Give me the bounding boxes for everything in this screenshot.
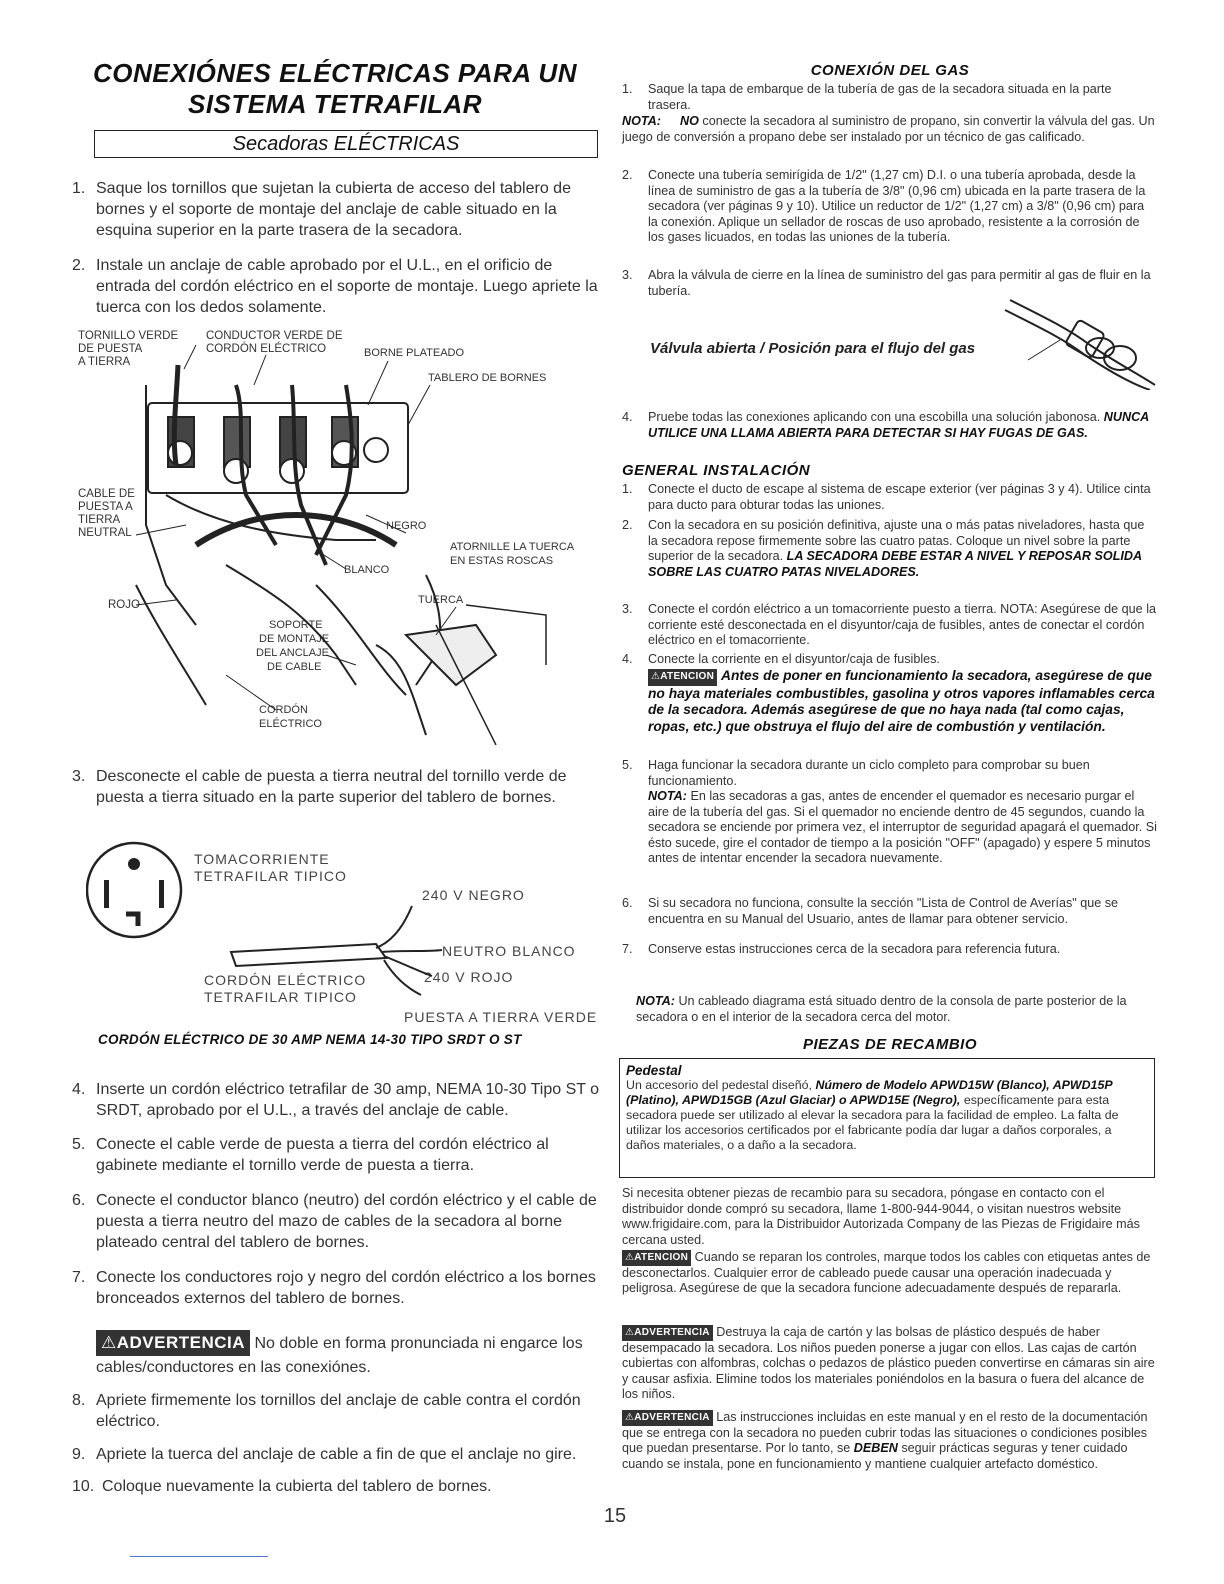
atencion-block: ⚠ATENCION Antes de poner en funcionamiento la secadora, asegúrese de que no haya materiales combustibles, gasolina y otros vapores inflamables cerca de la secadora. Además asegúrese de que no haya nada (tal como cajas, ropas, etc.) que obstruya el flujo del aire de combustión y ventilación. bbox=[648, 668, 1155, 734]
piezas-heading: PIEZAS DE RECAMBIO bbox=[802, 1036, 977, 1053]
label-blanco: BLANCO bbox=[344, 564, 390, 576]
label-negro: NEGRO bbox=[386, 520, 427, 532]
list-item: 1. Conecte el ducto de escape al sistema de escape exterior (ver páginas 3 y 4). Utilice cinta para ducto para obturar todas las uniones. bbox=[622, 482, 1151, 512]
warning-text: No doble en forma pronunciada ni engarce los cables/conductores en las conexiónes. bbox=[96, 1335, 583, 1376]
advertencia-badge: ⚠ADVERTENCIA bbox=[622, 1325, 713, 1341]
label-tornillo-3: A TIERRA bbox=[78, 356, 131, 368]
page-number: 15 bbox=[603, 1505, 627, 1527]
label-240v-negro: 240 V NEGRO bbox=[422, 887, 525, 903]
list-item: 1. Saque los tornillos que sujetan la cubierta de acceso del tablero de bornes y el soporte de montaje del anclaje de cable situado en la esquina superior en la parte trasera de la secadora. bbox=[72, 180, 571, 239]
pedestal-box: Pedestal Un accesorio del pedestal diseñó, Número de Modelo APWD15W (Blanco), APWD15P (Platino), APWD15GB (Azul Glaciar) o APWD15E (Negro), específicamente para esta secadora puede ser utilizado al elevar la secadora para la facilidad de empleo. La falta de utilizar los accesorios certificados por el fabricante podía dar lugar a daños corporales, a daños materiales, o a daño a la secadora. bbox=[619, 1058, 1155, 1178]
label-conductor-2: CORDÓN ELÉCTRICO bbox=[206, 343, 327, 355]
label-tablero: TABLERO DE BORNES bbox=[428, 372, 547, 384]
warning-badge: ⚠ADVERTENCIA bbox=[96, 1330, 250, 1356]
list-item: 6. Conecte el conductor blanco (neutro) del cordón eléctrico y el cable de puesta a tierra neutro del mazo de cables de la secadora al borne plateado central del tablero de bornes. bbox=[72, 1192, 597, 1251]
list-item: 4. Pruebe todas las conexiones aplicando con una escobilla una solución jabonosa. NUNCA UTILICE UNA LLAMA ABIERTA PARA DETECTAR SI HAY FUGAS DE GAS. bbox=[622, 410, 1149, 440]
cord-outlet-diagram bbox=[86, 840, 596, 1002]
label-cordon-2: ELÉCTRICO bbox=[259, 718, 322, 730]
list-item: 3. Conecte el cordón eléctrico a un tomacorriente puesto a tierra. NOTA: Asegúrese de que la corriente esté desconectada en el disyuntor/caja de fusibles, antes de conectar el cordón eléctrico en el tomacorriente. bbox=[622, 602, 1156, 647]
atencion-badge: ⚠ATENCION bbox=[622, 1250, 691, 1266]
gas-note: NOTA: NO conecte la secadora al suministro de propano, sin convertir la válvula del gas. Un juego de conversión a propano debe ser instalado por un técnico de gas calificado. bbox=[622, 114, 1155, 144]
section-heading-box: Secadoras ELÉCTRICAS bbox=[94, 130, 598, 158]
label-rojo: ROJO bbox=[108, 599, 140, 611]
page-title: CONEXIÓNES ELÉCTRICAS PARA UN SISTEMA TETRAFILAR bbox=[93, 58, 577, 119]
outlet-ground-slot bbox=[128, 858, 140, 870]
list-item: 10. Coloque nuevamente la cubierta del tablero de bornes. bbox=[72, 1478, 492, 1495]
label-cable-2: PUESTA A bbox=[78, 501, 133, 513]
label-soporte-4: DE CABLE bbox=[267, 661, 322, 673]
list-item: 7. Conecte los conductores rojo y negro del cordón eléctrico a los bornes bronceados externos del tablero de bornes. bbox=[72, 1269, 596, 1307]
label-tuerca: TUERCA bbox=[418, 594, 464, 606]
list-item: 2. Instale un anclaje de cable aprobado por el U.L., en el orificio de entrada del cordón eléctrico en el soporte de montaje. Luego apriete la tuerca con los dedos solamente. bbox=[72, 257, 598, 316]
footer-rule bbox=[130, 1556, 268, 1557]
list-item: 2. Con la secadora en su posición definitiva, ajuste una o más patas niveladores, hasta que la secadora repose firmemente sobre las cuatro patas. Coloque un nivel sobre la parte superior de la secadora. LA SECADORA DEBE ESTAR A NIVEL Y REPOSAR SOLIDA SOBRE LAS CUATRO PATAS NIVELADORES. bbox=[622, 518, 1145, 579]
label-cable-3: TIERRA bbox=[78, 514, 121, 526]
diagram-caption: CORDÓN ELÉCTRICO DE 30 AMP NEMA 14-30 TIPO SRDT O ST bbox=[98, 1032, 522, 1047]
valve-illustration bbox=[990, 290, 1160, 390]
label-atornille-2: EN ESTAS ROSCAS bbox=[450, 555, 554, 567]
atencion-badge: ⚠ATENCION bbox=[648, 669, 717, 686]
list-item: 5. Haga funcionar la secadora durante un ciclo completo para comprobar su buen funcionamiento. NOTA: En las secadoras a gas, antes de encender el quemador es necesario purgar el aire de la tubería del gas. Si el quemador no enciende dentro de 45 segundos, cuando la secadora se enciende por primera vez, el interruptor de seguridad apagará el quemador. Si ésto sucede, gire el contador de tiempo a la posición "OFF" (apagado) y espere 5 minutos antes de intentar encender la secadora nuevamente. bbox=[622, 758, 1157, 865]
list-item: 7. Conserve estas instrucciones cerca de la secadora para referencia futura. bbox=[622, 942, 1061, 956]
list-item: 3. Abra la válvula de cierre en la línea de suministro del gas para permitir al gas de fluir en la tubería. bbox=[622, 268, 1151, 298]
label-conductor-1: CONDUCTOR VERDE DE bbox=[206, 330, 343, 342]
advertencia-paragraph: ⚠ADVERTENCIA Destruya la caja de cartón y las bolsas de plástico después de haber desempacado la secadora. Los niños pueden ponerse a jugar con ellos. Las cajas de cartón cubiertas con alfombras, colchas o pedazos de plástico pueden convertirse en cámaras sin aire y causar asfixia. Elimine todos los materiales poniéndolos en la basura o fuera del alcance de los niños. bbox=[622, 1325, 1155, 1401]
label-240v-rojo: 240 V ROJO bbox=[424, 969, 514, 985]
label-borne: BORNE PLATEADO bbox=[364, 347, 465, 359]
label-soporte-3: DEL ANCLAJE bbox=[256, 647, 329, 659]
label-cordon-1: CORDÓN bbox=[259, 704, 308, 716]
advertencia-paragraph: ⚠ADVERTENCIA Las instrucciones incluidas en este manual y en el resto de la documentación que se entrega con la secadora no pueden cubrir todas las situaciones o condiciones posibles que puedan presentarse. Por lo tanto, se DEBEN seguir prácticas seguras y tener cuidado cuando se instala, pone en funcionamiento y mantiene cualquier artefacto doméstico. bbox=[622, 1410, 1148, 1471]
piezas-paragraph: Si necesita obtener piezas de recambio para su secadora, póngase en contacto con el distribuidor donde compró su secadora, llame 1-800-944-9044, o visitan nuestros website www.frigidaire.com, para la Distribuidor Autorizada Company de las Piezas de Frigidaire más cercana usted. bbox=[622, 1186, 1140, 1247]
label-cordon-1: CORDÓN ELÉCTRICO bbox=[204, 972, 367, 988]
label-tornillo-1: TORNILLO VERDE bbox=[78, 330, 179, 342]
label-tomacorriente-1: TOMACORRIENTE bbox=[194, 851, 330, 867]
advertencia-badge: ⚠ADVERTENCIA bbox=[622, 1410, 713, 1426]
label-atornille-1: ATORNILLE LA TUERCA bbox=[450, 541, 575, 553]
list-item: 6. Si su secadora no funciona, consulte la sección "Lista de Control de Averías" que se encuentra en su Manual del Usuario, antes de llamar para obtener servicio. bbox=[622, 896, 1119, 926]
warning-block bbox=[96, 1330, 596, 1380]
list-item: 8. Apriete firmemente los tornillos del anclaje de cable contra el cordón eléctrico. bbox=[72, 1392, 581, 1430]
general-note: NOTA: Un cableado diagrama está situado dentro de la consola de parte posterior de la secadora o en el interior de la secadora cerca del motor. bbox=[636, 994, 1127, 1024]
list-item: 9. Apriete la tuerca del anclaje de cable a fin de que el anclaje no gire. bbox=[72, 1446, 577, 1463]
label-tomacorriente-2: TETRAFILAR TIPICO bbox=[194, 868, 347, 884]
valve-caption: Válvula abierta / Posición para el flujo del gas bbox=[650, 340, 976, 357]
list-item: 4. Conecte la corriente en el disyuntor/caja de fusibles. bbox=[622, 652, 940, 666]
general-heading: GENERAL INSTALACIÓN bbox=[622, 462, 811, 479]
list-item: 3. Desconecte el cable de puesta a tierra neutral del tornillo verde de puesta a tierra situado en la parte superior del tablero de bornes. bbox=[72, 768, 567, 806]
label-soporte-2: DE MONTAJE bbox=[259, 633, 330, 645]
label-cable-4: NEUTRAL bbox=[78, 527, 132, 539]
pedestal-title: Pedestal bbox=[626, 1063, 682, 1078]
list-item: 2. Conecte una tubería semirígida de 1/2" (1,27 cm) D.I. o una tubería aprobada, desde la línea de suministro de gas a la tubería de 3/8" (0,96 cm) ubicada en la parte trasera de la secadora (ver páginas 9 y 10). Utilice un reductor de 1/2" (1,27 cm) a 3/8" (0,96 cm) para la conexión. Aplique un sellador de roscas de uso aprobado, resistente a la corrosión de los gases licuados, en todas las uniones de la tubería. bbox=[622, 168, 1146, 244]
label-neutro-blanco: NEUTRO BLANCO bbox=[442, 943, 576, 959]
list-item: 5. Conecte el cable verde de puesta a tierra del cordón eléctrico al gabinete mediante el tornillo verde de puesta a tierra. bbox=[72, 1136, 549, 1174]
list-item: 4. Inserte un cordón eléctrico tetrafilar de 30 amp, NEMA 10-30 Tipo ST o SRDT, aprobado por el U.L., a través del anclaje de cable. bbox=[72, 1081, 600, 1119]
gas-heading: CONEXIÓN DEL GAS bbox=[810, 62, 970, 79]
terminal-block-diagram bbox=[76, 325, 606, 745]
list-item: 1. Saque la tapa de embarque de la tubería de gas de la secadora situada en la parte trasera. bbox=[622, 82, 1112, 112]
label-cable-1: CABLE DE bbox=[78, 488, 135, 500]
atencion-paragraph: ⚠ATENCION Cuando se reparan los controles, marque todos los cables con etiquetas antes de desconectarlos. Cualquier error de cableado puede causar una operación inadecuada y peligrosa. Asegúrese de que la secadora funcione adecuadamente después de repararla. bbox=[622, 1250, 1151, 1295]
label-cordon-2: TETRAFILAR TIPICO bbox=[204, 989, 357, 1002]
label-puesta-tierra: PUESTA A TIERRA VERDE bbox=[404, 1009, 598, 1025]
label-tornillo-2: DE PUESTA bbox=[78, 343, 143, 355]
label-soporte-1: SOPORTE bbox=[269, 619, 323, 631]
